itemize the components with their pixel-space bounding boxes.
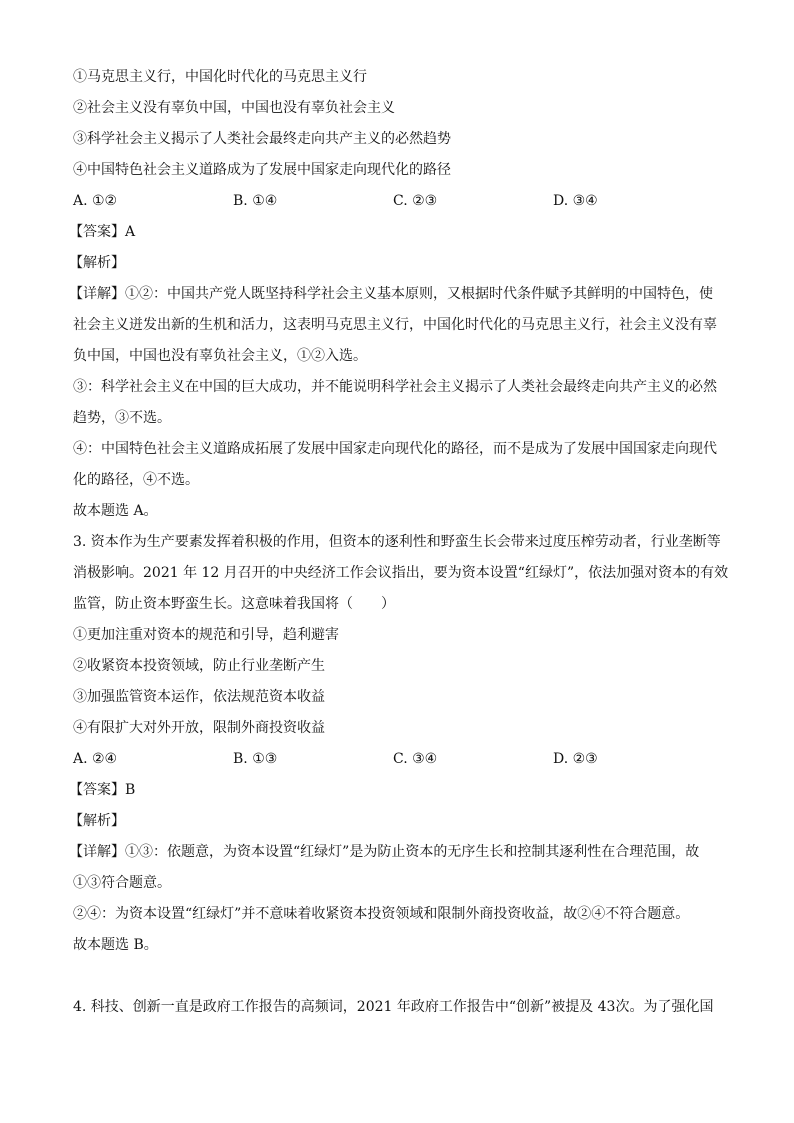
q2-item-1: ①马克思主义行，中国化时代化的马克思主义行 (73, 69, 367, 85)
q2-answer: 【答案】A (69, 224, 136, 240)
q2-analysis-heading: 【解析】 (69, 255, 125, 271)
q3-option-b: B. ①③ (233, 751, 278, 767)
q3-option-d: D. ②③ (553, 751, 598, 767)
q2-detail-line-6: ④：中国特色社会主义道路成拓展了发展中国家走向现代化的路径，而不是成为了发展中国国家走向现代 (73, 441, 717, 457)
q3-stem-line-1: 3. 资本作为生产要素发挥着积极的作用，但资本的逐利性和野蛮生长会带来过度压榨劳动者，行业垄断等 (73, 534, 721, 550)
document-page (69, 62, 729, 1023)
q3-detail (69, 837, 723, 961)
q4-stem-line-1: 4. 科技、创新一直是政府工作报告的高频词，2021 年政府工作报告中“创新”被提及 43次。为了强化国 (73, 999, 714, 1015)
q3-option-c: C. ③④ (393, 751, 438, 767)
q3-item-3: ③加强监管资本运作，依法规范资本收益 (73, 689, 325, 705)
q3-item-1: ①更加注重对资本的规范和引导，趋利避害 (73, 627, 339, 643)
q2-options (73, 186, 723, 217)
question-3-items (73, 620, 723, 744)
q2-detail-line-2: 社会主义迸发出新的生机和活力，这表明马克思主义行，中国化时代化的马克思主义行，社会主义没有辜 (73, 317, 717, 333)
q2-detail-line-3: 负中国，中国也没有辜负社会主义，①②入选。 (73, 348, 367, 364)
q2-item-3: ③科学社会主义揭示了人类社会最终走向共产主义的必然趋势 (73, 131, 451, 147)
question-2-items (73, 62, 723, 186)
q3-detail-line-2: ①③符合题意。 (73, 875, 171, 891)
q2-item-4: ④中国特色社会主义道路成为了发展中国家走向现代化的路径 (73, 162, 451, 178)
question-3-stem (73, 527, 729, 620)
q2-detail-line-4: ③：科学社会主义在中国的巨大成功，并不能说明科学社会主义揭示了人类社会最终走向共产主义的必然 (73, 379, 717, 395)
q3-item-2: ②收紧资本投资领域，防止行业垄断产生 (73, 658, 325, 674)
q3-analysis-heading: 【解析】 (69, 813, 125, 829)
q2-option-c: C. ②③ (393, 193, 438, 209)
q2-detail-line-5: 趋势，③不选。 (73, 410, 171, 426)
q3-detail-line-1: 【详解】①③：依题意，为资本设置“红绿灯”是为防止资本的无序生长和控制其逐利性在合理范围，故 (69, 844, 700, 860)
q2-detail (69, 279, 723, 527)
q2-detail-line-7: 化的路径，④不选。 (73, 472, 199, 488)
q3-item-4: ④有限扩大对外开放，限制外商投资收益 (73, 720, 325, 736)
q3-detail-line-4: 故本题选 B。 (73, 937, 158, 953)
q3-options (73, 744, 723, 775)
q2-detail-line-1: 【详解】①②：中国共产党人既坚持科学社会主义基本原则，又根据时代条件赋予其鲜明的中国特色，使 (69, 286, 713, 302)
section-gap (73, 961, 723, 992)
q3-stem-line-3: 监管，防止资本野蛮生长。这意味着我国将（ ） (73, 596, 395, 612)
q2-option-d: D. ③④ (553, 193, 598, 209)
q2-option-a: A. ①② (73, 193, 118, 209)
q3-detail-line-3: ②④：为资本设置“红绿灯”并不意味着收紧资本投资领域和限制外商投资收益，故②④不符合题意。 (73, 906, 690, 922)
q2-item-2: ②社会主义没有辜负中国，中国也没有辜负社会主义 (73, 100, 395, 116)
q2-option-b: B. ①④ (233, 193, 278, 209)
q2-detail-line-8: 故本题选 A。 (73, 503, 158, 519)
q3-answer: 【答案】B (69, 782, 136, 798)
q3-stem-line-2: 消极影响。2021 年 12 月召开的中央经济工作会议指出，要为资本设置“红绿灯”，依法加强对资本的有效 (73, 565, 729, 581)
q3-option-a: A. ②④ (73, 751, 118, 767)
question-4-stem (73, 992, 723, 1023)
